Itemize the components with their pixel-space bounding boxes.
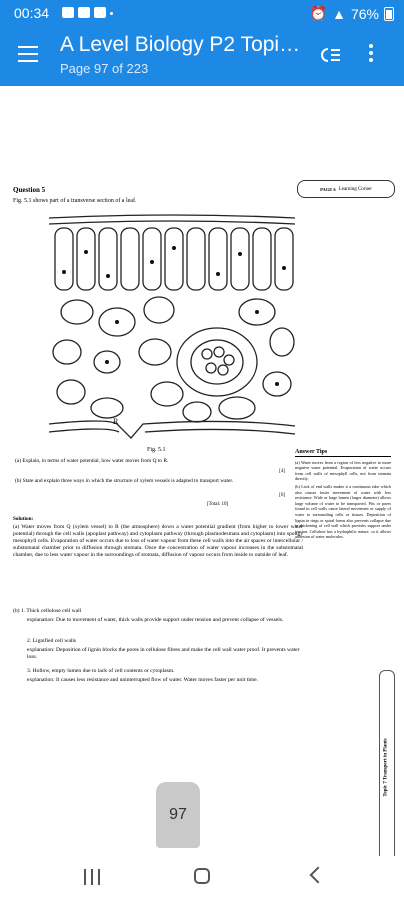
figure-label-r: R: [113, 417, 119, 426]
question-a: [15, 458, 285, 474]
solution-b1-explanation: explanation: Due to movement of water, thick walls provide support under tension and prevent collapse of vessels.: [27, 617, 284, 623]
system-icons: [310, 5, 394, 22]
answer-tips-title: Answer Tips: [295, 450, 391, 457]
document-viewer[interactable]: [0, 86, 404, 856]
dot-icon: [110, 12, 113, 15]
system-nav-bar: [0, 856, 404, 900]
solution-b3: 3. Hollow, empty lumen due to lack of cell contents or cytoplasm.: [27, 668, 175, 674]
recents-icon[interactable]: [84, 869, 100, 885]
leaf-cross-section-figure: [47, 212, 297, 442]
status-time: 00:34: [14, 5, 50, 21]
tip-b: (b) Lack of end walls makes it a continuous tube which also causes faster movement of water with less resistance. Wide or large lumen (larger diameter) allows large volume of water to be transported. Pits or pores found in cell walls cause lateral movement or supply of water to surrounding cells or tissues. Deposition of lignin in rings or spiral forms also prevents collapse due to thickening of cell wall which provides support under tension. Cellulose has a hydrophilic nature, so it allows adhesion of water molecules.: [295, 483, 391, 540]
page-counter: Page 97 of 223: [60, 61, 149, 76]
question-title: Question 5: [13, 186, 46, 194]
solution-heading: Solution:: [13, 516, 34, 522]
question-intro: Fig. 5.1 shows part of a transverse section of a leaf.: [13, 198, 137, 204]
table-of-contents-icon[interactable]: [318, 43, 342, 67]
question-a-marks: [4]: [279, 469, 285, 474]
menu-icon[interactable]: [18, 46, 38, 62]
battery-level: 76%: [350, 5, 379, 22]
question-b-text: (b) State and explain three ways in which the structure of xylem vessels is adapted to transport water.: [15, 478, 234, 484]
solution-b3-explanation: explanation: It causes less resistance and uninterrupted flow of water. Water moves faster per unit time.: [27, 677, 259, 683]
solution-b2-explanation: explanation: Deposition of lignin blocks the pores in cellulose fibres and make the cell wall water proof. It prevents water loss.: [27, 647, 300, 660]
home-icon[interactable]: [194, 868, 210, 884]
solution-a: (a) Water moves from Q (xylem vessel) to R (the atmosphere) down a water potential gradient (from higher to lower water potential) through the cell walls (apoplast pathway) and cytoplasm pathway (through plasmodesmata and cytoplasm) into spongy mesophyll cells. Evaporation of water occurs due to loss of water vapour from these cell walls into the air spaces or intercellular / substomatal chamber prior to diffusion through stomata. Once the concentration of water vapour increases in the substomatal chamber, due to less water vapour in the surroundings of stomata, diffusion of vapour occurs from inside to outside of leaf.: [13, 524, 304, 558]
total-marks: [Total: 10]: [207, 502, 229, 507]
solution-b1: (b) 1. Thick cellulose cell wall: [13, 608, 82, 614]
signal-icon: ▲: [332, 5, 346, 22]
topic-side-label: Topic 7 Transport in Plants: [383, 738, 389, 797]
tip-a: (a) Water moves from a region of less negative to more negative water potential. Evaporation of water occurs from cell walls of mesophyll cells, not from stomata directly.: [295, 459, 391, 482]
question-b-marks: [6]: [279, 493, 285, 498]
topic-side-tab: [379, 670, 395, 872]
pdf-page: [7, 180, 397, 797]
figure-caption: Fig. 5.1: [147, 447, 166, 453]
badge-label: Learning Corner: [338, 186, 372, 192]
question-b: [15, 478, 285, 498]
app-bar: [0, 26, 404, 86]
mail-icon: [78, 7, 90, 18]
alarm-icon: ⏰: [309, 5, 328, 21]
answer-tips-panel: [295, 450, 391, 542]
gallery-icon: [62, 7, 74, 18]
document-title: A Level Biology P2 Topi…: [60, 33, 301, 56]
more-options-icon[interactable]: [366, 44, 376, 66]
solution-b2: 2. Lignified cell walls: [27, 638, 77, 644]
learning-corner-badge: PAGE 6 Learning Corner: [297, 180, 395, 198]
video-icon: [94, 7, 106, 18]
notification-icons: [62, 7, 113, 18]
status-bar: [0, 0, 404, 26]
page-number-indicator[interactable]: 97: [156, 782, 200, 848]
back-icon[interactable]: [310, 867, 327, 884]
question-a-text: (a) Explain, in terms of water potential, how water moves from Q to R.: [15, 458, 169, 464]
battery-icon: [384, 7, 394, 21]
